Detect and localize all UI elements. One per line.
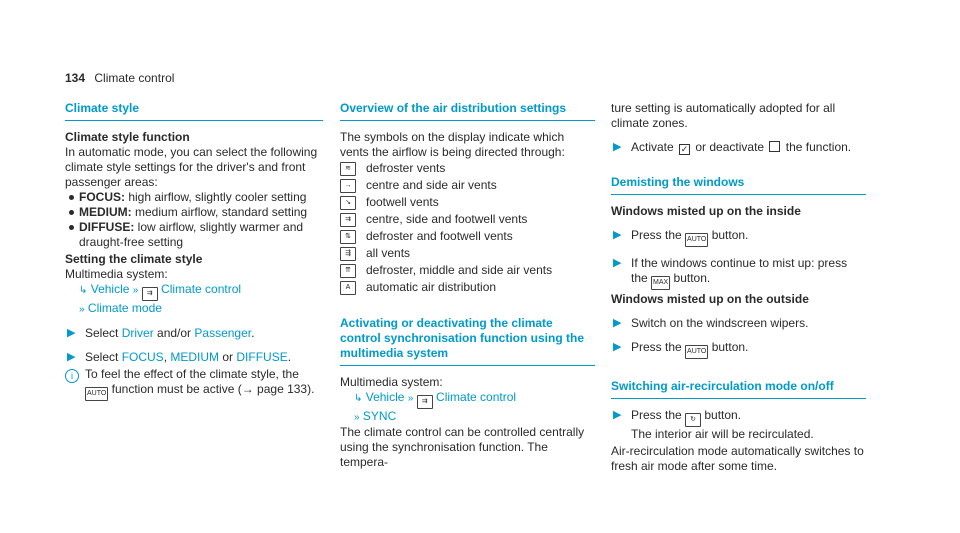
- defroster-footwell-icon: ⇅: [340, 230, 356, 244]
- info-icon: i: [65, 369, 79, 383]
- auto-button-icon: AUTO: [685, 233, 708, 247]
- auto-button-icon: AUTO: [85, 387, 108, 401]
- distribution-label: all vents: [366, 246, 411, 260]
- distribution-row: [340, 160, 595, 177]
- chevron-icon: »: [132, 285, 139, 296]
- chevron-icon: »: [407, 393, 414, 404]
- section-title-synchronisation: Activating or deactivating the climate control synchronisation function using the multimedia system: [340, 316, 595, 366]
- step-arrow-icon: ▶: [67, 351, 76, 363]
- path-climate-control[interactable]: Climate control: [436, 390, 517, 404]
- climate-control-icon: ⇉: [142, 287, 158, 301]
- menu-path: [65, 282, 323, 301]
- step-arrow-icon: ▶: [613, 257, 622, 269]
- option-driver[interactable]: Driver: [121, 326, 154, 340]
- subheading-setting-climate-style: Setting the climate style: [65, 252, 203, 266]
- column-air-distribution: [340, 101, 595, 470]
- running-title: Climate control: [94, 71, 175, 85]
- menu-path-line2: [65, 301, 323, 317]
- subheading-climate-style-function: Climate style function: [65, 130, 190, 144]
- intro-text: In automatic mode, you can select the following climate style settings for the driver's and front passenger areas:: [65, 145, 318, 189]
- recirculation-button-icon: ↻: [685, 413, 701, 427]
- path-vehicle[interactable]: Vehicle: [90, 282, 130, 296]
- list-item: MEDIUM: medium airflow, standard setting: [65, 205, 323, 220]
- path-sync[interactable]: SYNC: [362, 409, 397, 423]
- menu-path-line2: [340, 409, 595, 425]
- section-title-climate-style: Climate style: [65, 101, 323, 121]
- step-press-auto-2: ▶ Press the AUTO button.: [611, 340, 866, 359]
- step-arrow-icon: ▶: [67, 327, 76, 339]
- distribution-label: centre and side air vents: [366, 178, 497, 192]
- step-activate: ▶ Activate ✓ or deactivate the function.: [613, 140, 852, 154]
- max-defrost-button-icon: MAX: [651, 276, 670, 290]
- footwell-vents-icon: ↘: [340, 196, 356, 210]
- option-focus[interactable]: FOCUS: [121, 350, 164, 364]
- distribution-label: defroster, middle and side air vents: [366, 263, 553, 277]
- defroster-icon: ≋: [340, 162, 356, 176]
- option-medium[interactable]: MEDIUM: [170, 350, 220, 364]
- option-diffuse[interactable]: DIFFUSE: [236, 350, 288, 364]
- step-select-style: ▶ Select FOCUS, MEDIUM or DIFFUSE.: [67, 350, 292, 364]
- auto-button-icon: AUTO: [685, 345, 708, 359]
- distribution-row: [340, 279, 595, 296]
- climate-control-icon: ⇉: [417, 395, 433, 409]
- path-arrow-icon: ↳: [79, 285, 88, 296]
- section-title-demisting: Demisting the windows: [611, 175, 866, 195]
- step-arrow-icon: ▶: [613, 317, 622, 329]
- distribution-label: defroster vents: [366, 161, 446, 175]
- centre-side-vents-icon: →: [340, 179, 356, 193]
- column-demisting: [611, 101, 866, 474]
- sync-body-text: The climate control can be controlled centrally using the synchronisation function. The tempera-: [340, 425, 585, 469]
- checkbox-empty-icon[interactable]: [769, 141, 780, 152]
- step-arrow-icon: ▶: [613, 141, 622, 153]
- step-arrow-icon: ▶: [613, 341, 622, 353]
- section-title-recirculation: Switching air-recirculation mode on/off: [611, 379, 866, 399]
- section-title-air-distribution: Overview of the air distribution settings: [340, 101, 595, 121]
- subheading-misted-outside: Windows misted up on the outside: [611, 292, 809, 306]
- step-press-auto: ▶ Press the AUTO button.: [611, 228, 866, 247]
- auto-distribution-icon: A: [340, 281, 356, 295]
- list-item: FOCUS: high airflow, slightly cooler setting: [65, 190, 323, 205]
- page-header: [65, 71, 174, 86]
- intro-text: The symbols on the display indicate which vents the airflow is being directed through:: [340, 130, 565, 159]
- menu-path: [340, 390, 595, 409]
- info-note: i To feel the effect of the climate style, the AUTO function must be active (→ page 133).: [65, 367, 323, 401]
- step-wipers: ▶ Switch on the windscreen wipers.: [613, 316, 809, 330]
- distribution-row: [340, 177, 595, 194]
- step-arrow-icon: ▶: [613, 229, 622, 241]
- chevron-icon: »: [79, 304, 85, 315]
- distribution-row: [340, 228, 595, 245]
- step-arrow-icon: ▶: [613, 409, 622, 421]
- distribution-row: [340, 194, 595, 211]
- column-climate-style: [65, 101, 323, 401]
- path-climate-control[interactable]: Climate control: [161, 282, 242, 296]
- continued-text: ture setting is automatically adopted for all climate zones.: [611, 101, 836, 130]
- path-climate-mode[interactable]: Climate mode: [87, 301, 162, 315]
- distribution-row: [340, 262, 595, 279]
- distribution-list: [340, 160, 595, 296]
- list-item: DIFFUSE: low airflow, slightly warmer and draught-free setting: [65, 220, 323, 250]
- recirculation-body-text: Air-recirculation mode automatically switches to fresh air mode after some time.: [611, 444, 864, 473]
- chevron-icon: »: [354, 412, 360, 423]
- step-press-recirculation: ▶ Press the ↻ button. The interior air will be recirculated.: [613, 408, 814, 441]
- step-select-zone: ▶ Select Driver and/or Passenger.: [67, 326, 255, 340]
- climate-style-list: [65, 190, 323, 250]
- defroster-middle-side-icon: ⇈: [340, 264, 356, 278]
- option-passenger[interactable]: Passenger: [194, 326, 252, 340]
- path-vehicle[interactable]: Vehicle: [365, 390, 405, 404]
- distribution-label: automatic air distribution: [366, 280, 497, 294]
- distribution-label: defroster and footwell vents: [366, 229, 513, 243]
- multimedia-label: Multimedia system:: [65, 267, 168, 281]
- path-arrow-icon: ↳: [354, 393, 363, 404]
- distribution-row: [340, 245, 595, 262]
- distribution-label: centre, side and footwell vents: [366, 212, 528, 226]
- subheading-misted-inside: Windows misted up on the inside: [611, 204, 801, 218]
- page-number: 134: [65, 71, 86, 85]
- distribution-row: [340, 211, 595, 228]
- checkbox-checked-icon[interactable]: ✓: [680, 144, 689, 154]
- all-vents-icon: ⇶: [340, 247, 356, 261]
- step-press-max: ▶ If the windows continue to mist up: press the MAX button.: [611, 256, 866, 290]
- multimedia-label: Multimedia system:: [340, 375, 443, 389]
- centre-side-footwell-icon: ⇉: [340, 213, 356, 227]
- distribution-label: footwell vents: [366, 195, 439, 209]
